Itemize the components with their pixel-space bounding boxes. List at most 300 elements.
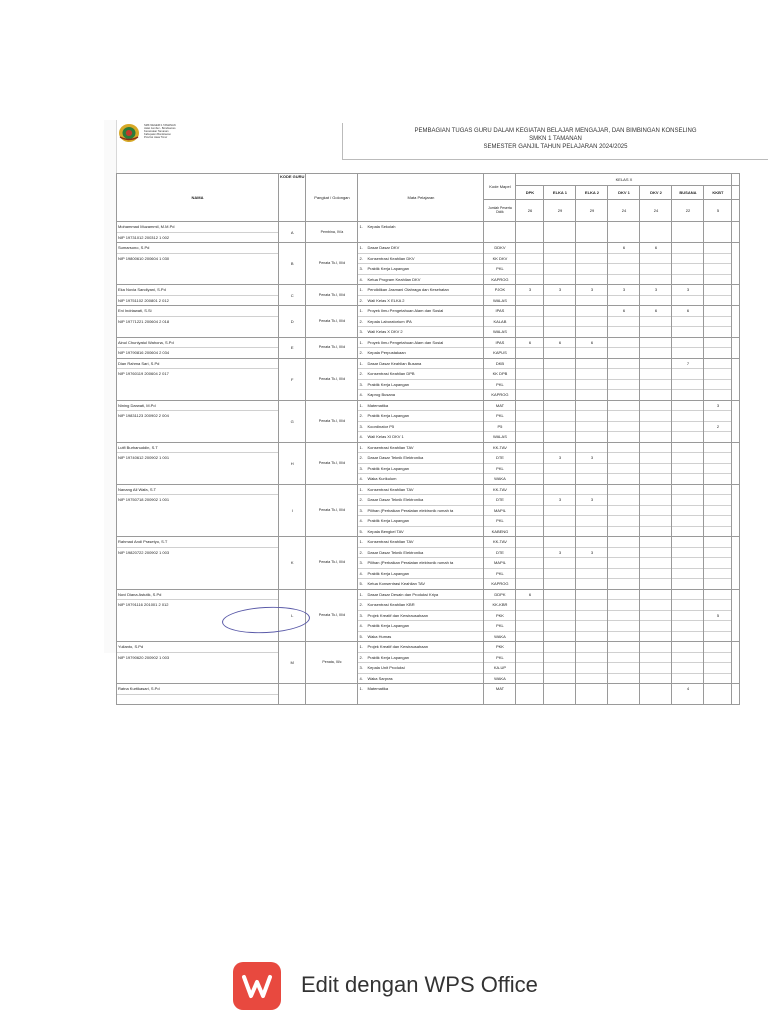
subject-number: 4. [359, 434, 363, 439]
class-hours [672, 579, 703, 589]
class-hours [516, 516, 543, 527]
header-class: ELKA 2 [576, 186, 608, 200]
class-hours [544, 642, 575, 653]
class-hours [640, 422, 671, 433]
subject-line [358, 422, 483, 433]
subject-line [358, 663, 483, 674]
teacher-nip: NIP 19750718 200902 1 001 [118, 497, 170, 502]
class-hours [704, 621, 731, 632]
class-hours-cell [672, 400, 704, 442]
class-hours-cell [608, 589, 640, 642]
subject-codes-cell [484, 400, 516, 442]
class-hours [672, 495, 703, 506]
class-hours-cell [704, 684, 732, 705]
teacher-rank: Pembina, IV/a [306, 222, 358, 243]
class-hours [576, 432, 607, 442]
class-hours [704, 674, 731, 684]
subject-code: WALAS [493, 434, 507, 439]
header-class-count: 26 [516, 200, 544, 222]
class-hours-cell [516, 337, 544, 358]
subject-number: 1. [359, 339, 363, 345]
subject-codes-cell [484, 484, 516, 537]
teacher-rank: Penata Tk.I, III/d [306, 337, 358, 358]
teacher-name: Ainul Chuniyatul Wahona, S.Pd [117, 338, 278, 349]
subject-name: Kepala Perpustakaan [367, 350, 406, 355]
class-hours [516, 453, 543, 464]
class-hours [608, 653, 639, 664]
subject-code: P5 [484, 422, 515, 433]
subject-line [358, 464, 483, 475]
class-hours [576, 306, 607, 317]
teacher-name-cell [117, 306, 279, 338]
subject-code: DDPK [484, 590, 515, 601]
class-hours: 3 [576, 453, 607, 464]
teacher-code: D [279, 306, 306, 338]
subject-name: Pilihan (Perbaikan Peralatan elektronik rumah ta [367, 560, 454, 565]
class-hours-cell [640, 358, 672, 400]
header-class: BUSANA [672, 186, 704, 200]
class-hours [608, 558, 639, 569]
class-hours [576, 516, 607, 527]
subject-code: WALAS [493, 297, 507, 303]
class-hours [704, 537, 731, 548]
header-class-count: 22 [672, 200, 704, 222]
class-hours [704, 495, 731, 506]
class-hours [640, 317, 671, 328]
class-hours [704, 306, 731, 317]
subject-line [358, 264, 483, 275]
class-hours: 3 [576, 495, 607, 506]
subject-name: Matematika [367, 686, 389, 691]
class-hours [704, 338, 731, 349]
class-hours [544, 579, 575, 589]
subject-number: 5. [359, 581, 363, 586]
subject-line [358, 611, 483, 622]
teacher-name: Rahmad Andi Prasetyo, S.T [117, 537, 278, 548]
subject-number: 1. [359, 486, 363, 492]
subject-number: 1. [359, 360, 363, 366]
subject-number: 2. [359, 413, 363, 418]
header-class-count: 24 [608, 200, 640, 222]
subject-name: Praktik Kerja Lapangan [367, 413, 410, 418]
subject-number: 1. [359, 591, 363, 597]
subject-codes-cell [484, 222, 516, 243]
class-hours [516, 317, 543, 328]
class-hours [608, 506, 639, 517]
class-hours [608, 401, 639, 412]
class-hours-cell [704, 222, 732, 243]
class-hours-cell [704, 642, 732, 684]
header-kode-guru: KODE GURU [279, 174, 306, 222]
class-hours [704, 642, 731, 653]
class-hours [672, 327, 703, 337]
subject-line [358, 317, 483, 328]
wps-edit-banner[interactable] [233, 962, 553, 1010]
class-hours [516, 600, 543, 611]
subject-number: 2. [359, 497, 363, 502]
teacher-code: H [279, 442, 306, 484]
subject-line [358, 684, 483, 694]
teacher-name: Novi Diana Astutik, S.Pd [117, 590, 278, 601]
teacher-rank: Penata Tk.I, III/d [306, 358, 358, 400]
class-hours-cell [672, 642, 704, 684]
class-hours-cell [576, 589, 608, 642]
class-hours [516, 327, 543, 337]
class-hours [704, 359, 731, 370]
class-hours [576, 275, 607, 285]
subject-name: Dasar Dasar Teknik Elektronika [367, 497, 424, 502]
subject-code: PKL [484, 569, 515, 580]
class-hours-cell [544, 537, 576, 590]
subject-code: KAPROG [491, 276, 509, 282]
subject-line [358, 506, 483, 517]
class-hours [576, 401, 607, 412]
subject-line [358, 222, 483, 232]
subject-codes-cell [484, 306, 516, 338]
class-hours [704, 411, 731, 422]
class-hours [544, 306, 575, 317]
class-hours-cell [544, 222, 576, 243]
class-hours [516, 684, 543, 694]
subjects-cell [358, 337, 484, 358]
teacher-name-cell [117, 243, 279, 285]
teacher-name: Ratna Kurtikasari, S.Pd [117, 684, 278, 695]
class-hours: 3 [544, 453, 575, 464]
subject-code: WAKA [494, 476, 506, 481]
class-hours [608, 411, 639, 422]
class-hours-cell [672, 484, 704, 537]
edge-cell [732, 642, 740, 684]
subject-codes-cell [484, 589, 516, 642]
teacher-nip: NIP 19771221 200604 2 018 [118, 318, 170, 324]
class-hours [704, 653, 731, 664]
subject-name: Praktik Kerja Lapangan [367, 465, 410, 471]
teacher-code: I [279, 484, 306, 537]
subject-line [358, 348, 483, 358]
teacher-nip: NIP 19731012 200312 1 002 [118, 234, 170, 240]
class-hours [544, 359, 575, 370]
class-hours [640, 443, 671, 454]
subject-name: Pilihan (Perbaikan Peralatan elektronik rumah ta [367, 507, 454, 513]
subject-number: 3. [359, 612, 363, 618]
class-hours-cell [576, 442, 608, 484]
subject-name: Praktik Kerja Lapangan [367, 570, 410, 576]
class-hours [608, 422, 639, 433]
class-hours: 3 [544, 548, 575, 559]
class-hours [640, 632, 671, 642]
class-hours [544, 464, 575, 475]
subject-codes-cell [484, 442, 516, 484]
subject-name: Praktik Kerja Lapangan [367, 654, 410, 660]
class-hours [576, 642, 607, 653]
class-hours-cell [704, 306, 732, 338]
class-hours [608, 611, 639, 622]
class-hours [640, 464, 671, 475]
class-hours-cell [608, 642, 640, 684]
class-hours-cell [640, 285, 672, 306]
subject-code: WALAS [493, 329, 507, 334]
teacher-row [117, 537, 740, 590]
class-hours [672, 558, 703, 569]
subject-number: 3. [359, 381, 363, 387]
class-hours [576, 485, 607, 496]
subject-number: 3. [359, 507, 363, 513]
class-hours [640, 527, 671, 537]
class-hours-cell [640, 222, 672, 243]
class-hours [672, 600, 703, 611]
class-hours-cell [516, 537, 544, 590]
class-hours [672, 401, 703, 412]
class-hours-cell [516, 222, 544, 243]
class-hours-cell [576, 537, 608, 590]
class-hours [516, 222, 543, 232]
subject-code: PKL [484, 516, 515, 527]
class-hours [672, 380, 703, 391]
class-hours: 3 [544, 285, 575, 296]
subject-code: MAT [484, 401, 515, 412]
header-class: DKV 1 [608, 186, 640, 200]
class-hours-cell [516, 589, 544, 642]
class-hours [516, 474, 543, 484]
class-hours [704, 348, 731, 358]
class-hours [576, 506, 607, 517]
class-hours [576, 684, 607, 694]
subject-name: Praktik Kerja Lapangan [367, 266, 410, 271]
class-hours [608, 621, 639, 632]
subject-line [358, 474, 483, 484]
class-hours-cell [672, 243, 704, 285]
class-hours [672, 611, 703, 622]
class-hours [672, 411, 703, 422]
class-hours [640, 453, 671, 464]
edge-cell [732, 537, 740, 590]
class-hours-cell [672, 222, 704, 243]
subject-code: PKL [484, 264, 515, 275]
subject-name: Kepala Bengkel TAV [367, 528, 404, 534]
subject-code: IPAS [484, 306, 515, 317]
subjects-cell [358, 243, 484, 285]
subject-number: 2. [359, 455, 363, 460]
teacher-nip [117, 695, 278, 705]
class-hours [544, 516, 575, 527]
class-hours [516, 369, 543, 380]
class-hours [516, 390, 543, 400]
subject-name: Ketua Konsentrasi Keahlian TAV [367, 581, 426, 586]
edge-cell [732, 243, 740, 285]
subject-name: Wali Kelas X ELKA 2 [367, 297, 405, 303]
class-hours-cell [544, 684, 576, 705]
class-hours-cell [704, 400, 732, 442]
class-hours: 6 [516, 590, 543, 601]
class-hours-cell [544, 642, 576, 684]
class-hours [640, 642, 671, 653]
class-hours [672, 674, 703, 684]
subject-code: MAT [495, 686, 505, 691]
teacher-code: E [279, 337, 306, 358]
class-hours [516, 611, 543, 622]
subject-name: Kepala Laboratorium IPA [367, 318, 412, 324]
subject-name: Praktik Kerja Lapangan [367, 518, 410, 523]
class-hours: 3 [608, 285, 639, 296]
teacher-name-cell [117, 222, 279, 243]
class-hours-cell [704, 537, 732, 590]
class-hours [608, 632, 639, 642]
class-hours [704, 527, 731, 537]
subject-number: 2. [359, 318, 363, 324]
class-hours [672, 296, 703, 306]
class-hours [576, 632, 607, 642]
class-hours: 6 [640, 306, 671, 317]
subjects-cell [358, 306, 484, 338]
class-hours-cell [608, 337, 640, 358]
class-hours [608, 600, 639, 611]
subject-name: Pendidikan Jasmani Olahraga dan Kesehatan [367, 287, 449, 292]
teacher-name: Nining Darwati, M.Pd [117, 401, 278, 412]
subject-name: Projek Kreatif dan Kewirausahaan [367, 612, 428, 618]
class-hours [704, 684, 731, 694]
subject-code: KAPUS [493, 350, 507, 355]
subject-name: Proyek Ilmu Pengetahuan Alam dan Sosial [367, 308, 444, 313]
header-class-count: 29 [544, 200, 576, 222]
class-hours [672, 422, 703, 433]
subject-number: 2. [359, 297, 363, 303]
subject-code: KK-TAV [484, 485, 515, 496]
class-hours [704, 600, 731, 611]
subject-name: Wali Kelas X DKV 2 [367, 329, 403, 334]
class-hours [640, 296, 671, 306]
class-hours [672, 548, 703, 559]
class-hours-cell [576, 243, 608, 285]
subjects-cell [358, 642, 484, 684]
class-hours [704, 590, 731, 601]
subject-line [358, 537, 483, 548]
class-hours [544, 432, 575, 442]
teacher-rank: Penata Tk.I, III/d [306, 306, 358, 338]
class-hours [704, 296, 731, 306]
subject-code: PJOK [484, 285, 515, 296]
header-kelas: KELAS X [516, 174, 732, 186]
class-hours-cell [672, 358, 704, 400]
title-line-3: SEMESTER GANJIL TAHUN PELAJARAN 2024/2025 [483, 144, 628, 150]
class-hours [640, 516, 671, 527]
class-hours [608, 464, 639, 475]
class-hours [640, 674, 671, 684]
subjects-cell [358, 222, 484, 243]
class-hours [672, 663, 703, 674]
teacher-nip: NIP 19790816 200604 2 034 [118, 350, 170, 355]
class-hours [640, 485, 671, 496]
class-hours-cell [608, 442, 640, 484]
class-hours [672, 506, 703, 517]
class-hours [640, 600, 671, 611]
class-hours-cell [672, 306, 704, 338]
class-hours [672, 527, 703, 537]
subject-code: KK DKV [484, 254, 515, 265]
teacher-name: Nanang Ali Wafa, S.T [117, 485, 278, 496]
class-hours [608, 317, 639, 328]
subject-code: DTE [484, 548, 515, 559]
class-hours [672, 254, 703, 265]
class-hours [704, 558, 731, 569]
teacher-code: K [279, 537, 306, 590]
class-hours [672, 443, 703, 454]
class-hours [516, 495, 543, 506]
subject-name: Wali Kelas XI DKV 1 [367, 434, 404, 439]
class-hours [640, 222, 671, 232]
subject-name: Dasar Dasar Keahlian Busana [367, 360, 422, 366]
class-hours: 6 [608, 306, 639, 317]
class-hours [544, 674, 575, 684]
subject-line [358, 569, 483, 580]
class-hours [672, 453, 703, 464]
subject-line [358, 359, 483, 370]
subject-number: 5. [359, 633, 363, 639]
subject-name: Praktik Kerja Lapangan [367, 381, 410, 387]
subject-name: Matematika [367, 402, 389, 408]
subject-line [358, 285, 483, 296]
subject-number: 2. [359, 371, 363, 376]
class-hours [516, 359, 543, 370]
class-hours [516, 348, 543, 358]
class-hours [576, 537, 607, 548]
subjects-cell [358, 358, 484, 400]
class-hours [608, 222, 639, 232]
class-hours [608, 590, 639, 601]
subject-number: 1. [359, 402, 363, 408]
school-info-line: SMK NEGERI 1 TAMANAN [144, 124, 176, 127]
class-hours [704, 222, 731, 232]
subject-name: Projek Kreatif dan Kewirausahaan [367, 644, 428, 649]
teacher-rank: Penata Tk.I, III/d [306, 484, 358, 537]
class-hours-cell [576, 306, 608, 338]
subject-line [358, 548, 483, 559]
teacher-row [117, 484, 740, 537]
subject-code: KA-UP [484, 663, 515, 674]
subject-line [358, 327, 483, 337]
class-hours [608, 380, 639, 391]
class-hours [544, 684, 575, 694]
edge-cell [732, 684, 740, 705]
subject-line [358, 495, 483, 506]
class-hours [608, 663, 639, 674]
wps-edit-label[interactable]: Edit dengan WPS Office [301, 972, 538, 997]
class-hours [544, 558, 575, 569]
class-hours [640, 621, 671, 632]
class-hours-cell [672, 337, 704, 358]
subject-line [358, 411, 483, 422]
teacher-name-cell [117, 285, 279, 306]
subject-code: MAPIL [484, 506, 515, 517]
class-hours [516, 422, 543, 433]
subject-line [358, 306, 483, 317]
class-hours-cell [544, 243, 576, 285]
class-hours [544, 264, 575, 275]
class-hours-cell [608, 537, 640, 590]
teacher-row [117, 589, 740, 642]
class-hours: 6 [544, 338, 575, 349]
class-hours [704, 443, 731, 454]
subject-number: 2. [359, 602, 363, 607]
class-hours [576, 653, 607, 664]
subject-name: Koordinator P5 [367, 423, 395, 429]
class-hours [576, 222, 607, 232]
teacher-rank: Penata Tk.I, III/d [306, 537, 358, 590]
subject-number: 4. [359, 392, 363, 397]
class-hours-cell [544, 358, 576, 400]
teacher-name-cell [117, 400, 279, 442]
class-hours-cell [672, 684, 704, 705]
class-hours [640, 558, 671, 569]
